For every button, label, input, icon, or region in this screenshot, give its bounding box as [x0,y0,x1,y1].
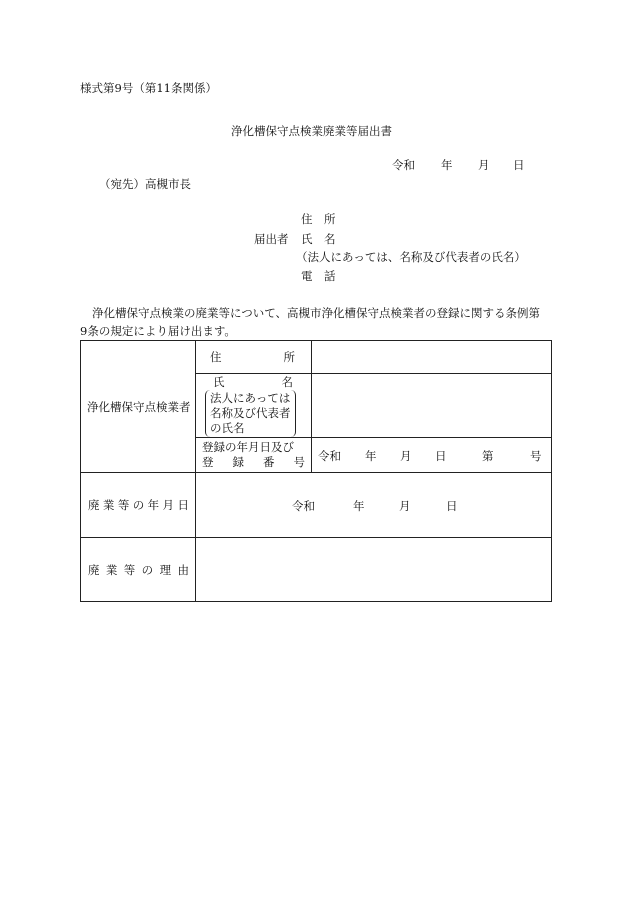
closure-date-label-char: 月 [162,498,175,512]
document-title: 浄化槽保守点検業廃業等届出書 [231,124,392,138]
address-label-char: 住 [210,350,222,364]
notifier-name-label: 氏 名 [301,232,336,246]
name-label-char: 氏 [213,374,225,389]
reason-label-char: 業 [105,562,118,577]
notifier-corp-note: （法人にあっては、名称及び代表者の氏名） [296,250,526,264]
registration-number-prefix: 第 [482,449,494,463]
registration-label-char: 番 [263,455,275,469]
closure-date-label-char: 業 [102,498,115,512]
date-month: 月 [478,158,490,172]
notifier-phone-label: 電 話 [301,269,336,283]
notifier-label: 届出者 [254,232,289,246]
closure-month: 月 [399,499,411,513]
closure-date-value-cell[interactable] [196,473,552,538]
closure-date-label-char: 廃 [88,498,100,512]
corp-line-3: の氏名 [210,420,245,435]
name-label-cell [196,374,312,438]
reason-value-cell[interactable] [196,538,552,602]
closure-date-label-char: の [132,498,145,512]
registration-day: 日 [435,449,447,463]
corp-line-1: 法人にあっては [210,390,291,405]
reason-label-char: 由 [177,562,189,577]
closure-era: 令和 [292,499,315,513]
date-era: 令和 [392,158,415,172]
operator-label-cell [81,341,196,473]
registration-number-suffix: 号 [530,449,542,463]
address-value-cell[interactable] [312,341,552,374]
registration-label-cell [196,438,312,473]
reason-label-char: 理 [159,562,172,577]
body-line-2: 9条の規定により届け出ます。 [80,324,236,338]
registration-value-cell[interactable] [312,438,552,473]
reason-label-char: 等 [123,562,136,577]
address-label-char: 所 [283,350,295,364]
name-label-char: 名 [281,374,293,389]
closure-date-label-char: 年 [147,498,160,512]
addressee: （宛先）高槻市長 [99,177,191,191]
registration-label-char: 登 [202,455,214,469]
notifier-address-label: 住 所 [301,212,336,226]
name-value-cell[interactable] [312,374,552,438]
registration-year: 年 [365,449,377,463]
registration-label-char: 録 [232,455,244,469]
registration-era: 令和 [318,449,341,463]
closure-day: 日 [446,499,458,513]
reason-label-cell [81,538,196,602]
registration-label-char: 号 [293,455,305,469]
closure-date-label-char: 日 [177,498,189,512]
date-day: 日 [513,158,525,172]
operator-label: 浄化槽保守点検業者 [87,399,191,414]
date-year: 年 [441,158,453,172]
closure-date-label-cell [81,473,196,538]
reason-label-char: 廃 [88,562,100,577]
corp-line-2: 名称及び代表者 [210,405,291,420]
closure-date-label-char: 等 [117,498,130,512]
body-line-1: 浄化槽保守点検業の廃業等について、高槻市浄化槽保守点検業者の登録に関する条例第 [92,306,541,320]
form-number: 様式第9号（第11条関係） [80,81,217,95]
closure-year: 年 [353,499,365,513]
reason-label-char: の [141,562,154,577]
registration-month: 月 [400,449,412,463]
corp-bracket [205,390,296,437]
notification-table [80,340,552,602]
address-label-cell [196,341,312,374]
registration-label-line-1: 登録の年月日及び [202,440,294,454]
